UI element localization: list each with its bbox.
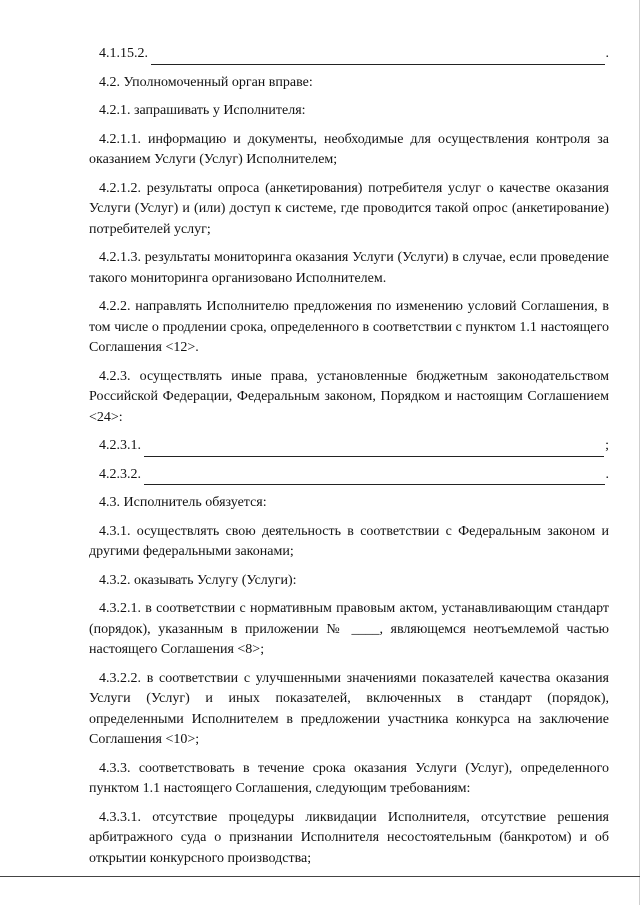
paragraph-4-3-3: 4.3.3. соответствовать в течение срока оказания Услуги (Услуг), определенного пунктом 1.1 настоящего Соглашения, следующим требованиям: [89,760,609,796]
fill-in-line [151,50,605,65]
paragraph-label: 4.1.15.2. [99,46,148,61]
paragraph-label: 4.2.3.1. [99,438,141,453]
paragraph-4-3-3-1: 4.3.3.1. отсутствие процедуры ликвидации Исполнителя, отсутствие решения арбитражного суда о признании Исполнителя несостоятельным (банкротом) и об открытии конкурсного производства; [89,809,609,866]
paragraph-4-3-1: 4.3.1. осуществлять свою деятельность в соответствии с Федеральным законом и другими федеральными законами; [89,523,609,559]
paragraph-4-2-3: 4.2.3. осуществлять иные права, установленные бюджетным законодательством Российской Федерации, Федеральным законом, Порядком и настоящим Соглашением <24>: [89,368,609,425]
paragraph-label: 4.2.3.2. [99,466,141,482]
document-body [89,44,609,877]
paragraph-4-2-3-2 [89,465,609,486]
paragraph-4-2-1: 4.2.1. запрашивать у Исполнителя: [99,103,306,118]
paragraph-end-mark: . [605,466,609,482]
paragraph-4-3-2-1: 4.3.2.1. в соответствии с нормативным правовым актом, устанавливающим стандарт (порядок), указанным в приложении № ____, являющемся неотъемлемой частью настоящего Соглашения <8>; [89,601,609,657]
paragraph-4-2-1-3: 4.2.1.3. результаты мониторинга оказания Услуги (Услуги) в случае, если проведение такого мониторинга организовано Исполнителем. [89,250,609,286]
paragraph-4-1-15-2 [89,44,609,65]
paragraph-4-2-1-2: 4.2.1.2. результаты опроса (анкетирования) потребителя услуг о качестве оказания Услуги (Услуг) и (или) доступ к системе, где проводится такой опрос (анкетирование) потребителей услуг; [89,180,609,237]
page-bottom-rule [0,876,640,877]
paragraph-end-mark: . [605,46,609,61]
paragraph-end-mark: ; [605,438,609,453]
paragraph-4-3-2: 4.3.2. оказывать Услугу (Услуги): [99,572,297,588]
paragraph-4-3-2-2: 4.3.2.2. в соответствии с улучшенными значениями показателей качества оказания Услуги (Услуг) и иных показателей, включенных в стандарт (порядок), определенными Исполнителем в предложении участника конкурса на заключение Соглашения <10>; [89,670,609,747]
paragraph-4-2-2: 4.2.2. направлять Исполнителю предложения по изменению условий Соглашения, в том числе о продлении срока, определенного в соответствии с пунктом 1.1 настоящего Соглашения <12>. [89,299,609,355]
paragraph-4-3: 4.3. Исполнитель обязуется: [99,495,267,510]
paragraph-4-2: 4.2. Уполномоченный орган вправе: [99,74,313,90]
paragraph-4-2-3-1 [89,436,609,457]
fill-in-line [144,470,605,485]
fill-in-line [144,442,604,457]
paragraph-4-2-1-1: 4.2.1.1. информацию и документы, необходимые для осуществления контроля за оказанием Услуги (Услуг) Исполнителем; [89,131,609,167]
